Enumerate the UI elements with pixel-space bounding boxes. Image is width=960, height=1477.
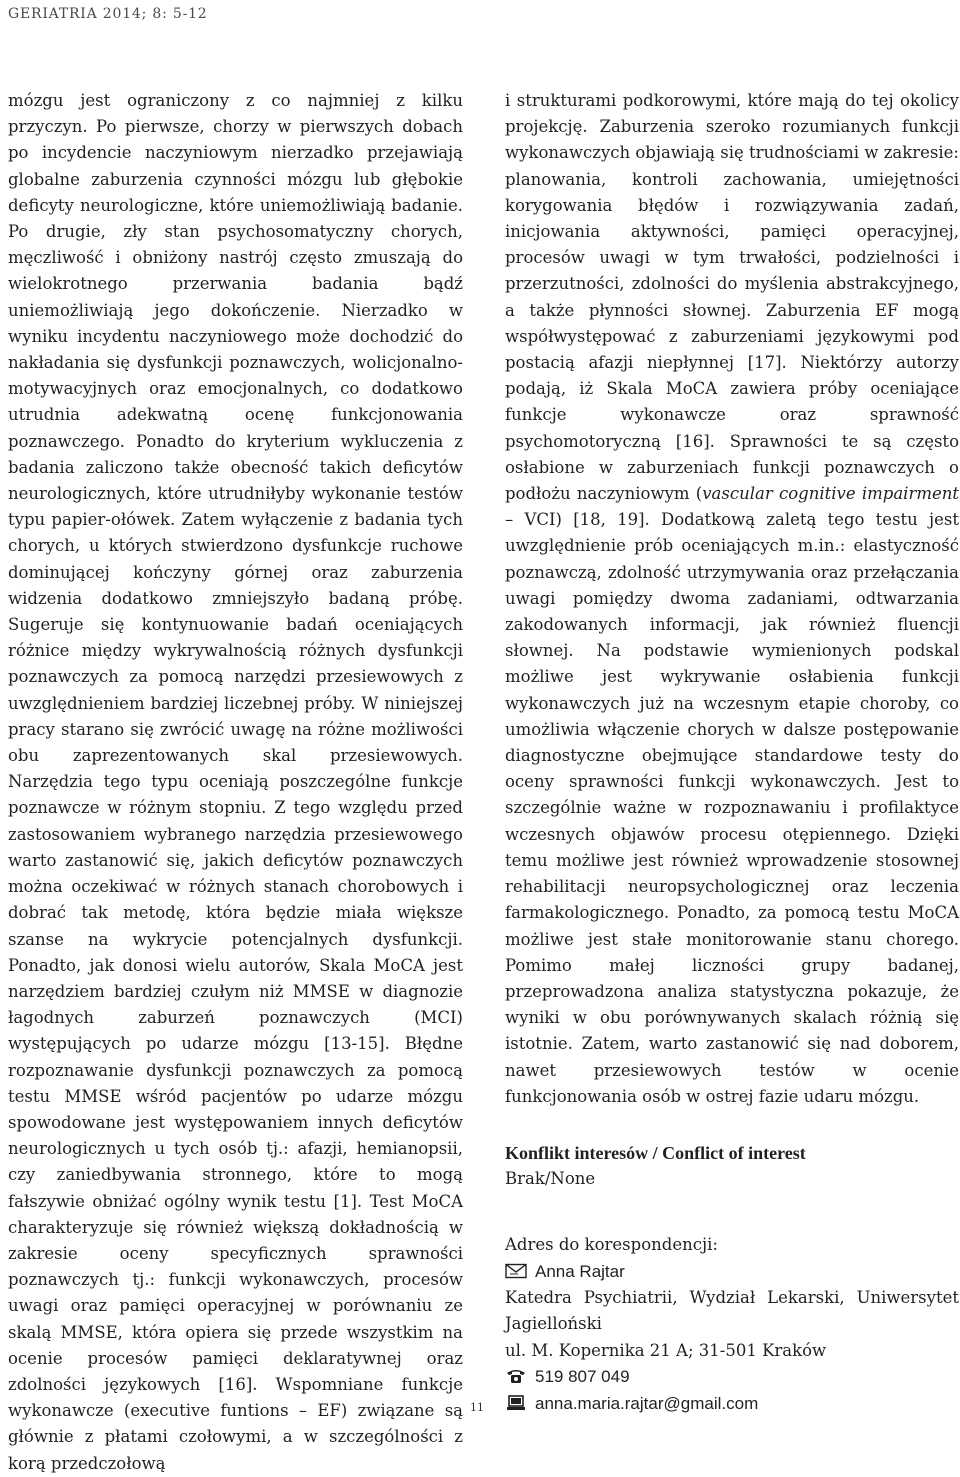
left-column [8, 88, 463, 1477]
body-text-right-part-1: i strukturami podkorowymi, które mają do tej okolicy projekcję. Zaburzenia szeroko rozumianych funkcji wykonawczych objawiają się trudnościami w zakresie: planowania, kontroli zachowania, umiejętności korygowania błędów i rozwiązywania zadań, inicjowania aktywności, pamięci operacyjnej, procesów uwagi w tym trwałości, podzielności i przerzutności, zdolności do myślenia abstrakcyjnego, a także płynności słownej. Zaburzenia EF mogą współwystępować z zaburzeniami językowymi pod postacią afazji niepłynnej [17]. Niektórzy autorzy podają, iż Skala MoCA zawiera próby oceniające funkcje wykonawcze oraz sprawność psychomotoryczną [16]. Sprawności te są często osłabione w zaburzeniach funkcji poznawczych o podłożu naczyniowym ( [505, 91, 959, 504]
correspondence-email-row [505, 1391, 959, 1417]
correspondence-label: Adres do korespondencji: [505, 1235, 718, 1255]
body-text-right-part-2: – VCI) [18, 19]. Dodatkową zaletą tego testu jest uwzględnienie prób oceniających m.in.: elastyczność poznawczą, zdolność utrzymywania oraz przełączania uwagi pomiędzy dwoma zadaniami, odtwarzania zakodowanych informacji, jak również fluencji słownej. Na podstawie wymienionych podskal możliwe jest wykrywanie osłabienia funkcji wykonawczych już na wczesnym etapie choroby, co umożliwia włączenie chorych w dalsze postępowanie diagnostyczne obejmujące standardowe testy do oceny sprawności funkcji wykonawczych. Jest to szczególnie ważne w rozpoznawaniu i profilaktyce wczesnych objawów procesu otępiennego. Dzięki temu możliwe jest również wprowadzenie stosownej rehabilitacji neuropsychologicznej oraz leczenia farmakologicznego. Ponadto, za pomocą testu MoCA możliwe jest stałe monitorowanie stanu chorego. Pomimo małej liczności grupy badanej, przeprowadzona analiza statystyczna pokazuje, że wyniki w obu porównywanych skalach różnią się istotnie. Zatem, warto zastanowić się nad doborem, nawet przesiewowych testów w ocenie funkcjonowania osób w ostrej fazie udaru mózgu. [505, 510, 959, 1106]
body-text-left: mózgu jest ograniczony z co najmniej z kilku przyczyn. Po pierwsze, chorzy w pierwszych dobach po incydencie naczyniowym nierzadko przejawiają globalne zaburzenia czynności mózgu lub głębokie deficyty neurologiczne, które uniemożliwiają badanie. Po drugie, zły stan psychosomatyczny chorych, męczliwość i obniżony nastrój często zmuszają do wielokrotnego przerwania badania bądź uniemożliwiają jego dokończenie. Nierzadko w wyniku incydentu naczyniowego może dochodzić do nakładania się dysfunkcji poznawczych, wolicjonalno-motywacyjnych oraz emocjonalnych, co dodatkowo utrudnia adekwatną ocenę funkcjonowania poznawczego. Ponadto do kryterium wykluczenia z badania zaliczono także obecność takich deficytów neurologicznych, które utrudniłyby wykonanie testów typu papier-ołówek. Zatem wyłączenie z badania tych chorych, u których stwierdzono dysfunkcje ruchowe dominującej kończyny górnej oraz zaburzenia widzenia dodatkowo zmniejszyło badaną próbę. Sugeruje się kontynuowanie badań oceniających różnice między wykrywalnością różnych dysfunkcji poznawczych za pomocą narzędzi przesiewowych z uwzględnieniem bardziej liczebnej próby. W niniejszej pracy starano się zwrócić uwagę na różne możliwości obu zaprezentowanych skal przesiewowych. Narzędzia tego typu oceniają poszczególne funkcje poznawcze w różnym stopniu. Z tego względu przed zastosowaniem wybranego narzędzia przesiewowego warto zastanowić się, jakich deficytów poznawczych można oczekiwać w różnych stanach chorobowych i dobrać tak metodę, która będzie miała większe szanse na wykrycie potencjalnych dysfunkcji. Ponadto, jak donosi wielu autorów, Skala MoCA jest narzędziem bardziej czułym niż MMSE w diagnozie łagodnych zaburzeń poznawczych (MCI) występujących po udarze mózgu [13-15]. Błędne rozpoznawanie dysfunkcji poznawczych za pomocą testu MMSE wśród pacjentów po udarze mózgu spowodowane jest występowaniem innych deficytów neurologicznych u tych osób tj.: afazji, hemianopsii, czy zaniedbywania stronnego, które to mogą fałszywie obniżać ogólny wynik testu [1]. Test MoCA charakteryzuje się również większą dokładnością w zakresie oceny specyficznych sprawności poznawczych tj.: funkcji wykonawczych, procesów uwagi oraz pamięci operacyjnej w porównaniu ze skalą MMSE, która opiera się przede wszystkim na ocenie procesów pamięci deklaratywnej oraz zdolności językowych [16]. Wspomniane funkcje wykonawcze (executive funtions – EF) związane są głównie z płatami czołowymi, a w szczególności z korą przedczołową [8, 91, 463, 1473]
correspondence-name-row [505, 1259, 959, 1285]
telephone-icon [505, 1368, 527, 1384]
correspondence-email[interactable]: anna.maria.rajtar@gmail.com [535, 1393, 759, 1413]
correspondence-name: Anna Rajtar [535, 1261, 625, 1281]
correspondence-phone: 519 807 049 [535, 1367, 630, 1387]
page-number: 11 [470, 1401, 484, 1414]
correspondence-street: ul. M. Kopernika 21 A; 31-501 Kraków [505, 1340, 827, 1360]
conflict-heading: Konflikt interesów / Conflict of interest [505, 1142, 806, 1163]
envelope-icon [505, 1263, 527, 1279]
correspondence-phone-row [505, 1364, 959, 1390]
right-column [505, 88, 959, 1417]
running-head: GERIATRIA 2014; 8: 5-12 [8, 6, 208, 22]
correspondence-block [505, 1232, 959, 1417]
conflict-body: Brak/None [505, 1168, 596, 1188]
correspondence-affiliation: Katedra Psychiatrii, Wydział Lekarski, Uniwersytet Jagielloński [505, 1287, 959, 1334]
body-text-right [505, 88, 959, 1110]
computer-icon [505, 1395, 527, 1411]
italic-term: vascular cognitive impairment [702, 484, 959, 504]
